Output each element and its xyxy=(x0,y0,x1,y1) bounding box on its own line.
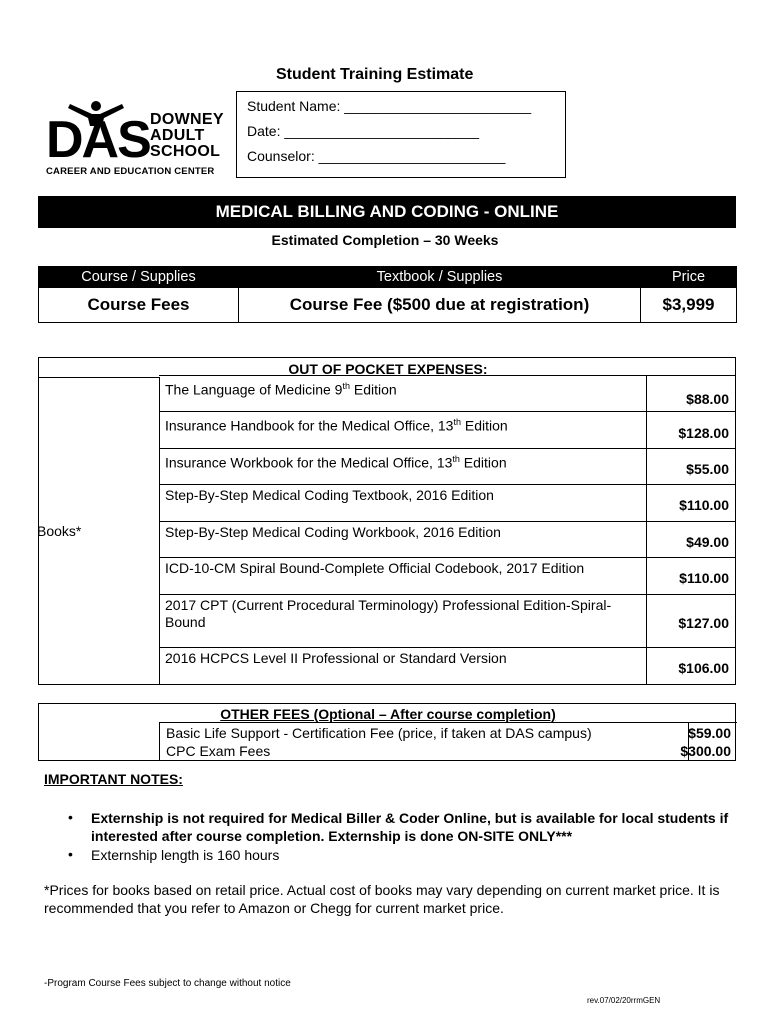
table-row xyxy=(39,288,737,323)
item-price: $110.00 xyxy=(679,570,729,586)
note-externship: Externship is not required for Medical Biller & Coder Online, but is available for local students if interested after course completion. Externship is done ON-SITE ONLY*** xyxy=(91,810,729,844)
logo-words xyxy=(150,112,224,160)
program-title-bar: MEDICAL BILLING AND CODING - ONLINE xyxy=(38,196,736,228)
other-fees-section xyxy=(38,703,736,761)
logo-word-school: SCHOOL xyxy=(150,143,221,160)
list-item xyxy=(159,484,735,522)
item-price: $110.00 xyxy=(679,497,729,513)
out-of-pocket-title: OUT OF POCKET EXPENSES: xyxy=(288,361,488,377)
item-description: 2016 HCPCS Level II Professional or Standard Version xyxy=(165,650,507,666)
other-fees-list xyxy=(159,722,737,761)
column-header: Textbook / Supplies xyxy=(239,267,641,288)
price-disclaimer: *Prices for books based on retail price. Actual cost of books may vary depending on current market price. It is recommended that you refer to Amazon or Chegg for current market price. xyxy=(44,882,720,916)
item-description: Step-By-Step Medical Coding Textbook, 2016 Edition xyxy=(165,487,494,503)
list-item xyxy=(159,521,735,558)
column-header: Course / Supplies xyxy=(39,267,239,288)
item-price: $106.00 xyxy=(678,660,729,676)
other-fee-description: Basic Life Support - Certification Fee (price, if taken at DAS campus) xyxy=(166,725,592,741)
other-fee-description: CPC Exam Fees xyxy=(166,743,271,759)
other-fee-price: $300.00 xyxy=(680,743,731,759)
revision-code: rev.07/02/20rrmGEN xyxy=(587,996,661,1005)
item-description: Insurance Workbook for the Medical Office, 13th Edition xyxy=(165,454,507,471)
item-description: ICD-10-CM Spiral Bound-Complete Official Codebook, 2017 Edition xyxy=(165,560,585,576)
item-price: $127.00 xyxy=(678,615,729,631)
important-notes-heading: IMPORTANT NOTES: xyxy=(44,771,183,787)
table-cell: $3,999 xyxy=(641,288,737,323)
note-externship-length: Externship length is 160 hours xyxy=(91,847,280,863)
student-name-field[interactable]: Student Name: ________________________ xyxy=(247,98,532,114)
table-cell: Course Fee ($500 due at registration) xyxy=(239,288,641,323)
page-title: Student Training Estimate xyxy=(276,66,474,83)
bullet-icon: • xyxy=(68,809,73,825)
list-item xyxy=(159,375,735,412)
item-price: $128.00 xyxy=(678,425,729,441)
list-item xyxy=(159,411,735,449)
student-info-box xyxy=(236,91,566,178)
list-item xyxy=(159,557,735,595)
logo-word-adult: ADULT xyxy=(150,127,205,144)
date-field[interactable]: Date: _________________________ xyxy=(247,123,480,139)
bullet-icon: • xyxy=(68,846,73,862)
column-header: Price xyxy=(641,267,737,288)
item-description: The Language of Medicine 9th Edition xyxy=(165,381,397,398)
logo-tagline: CAREER AND EDUCATION CENTER xyxy=(46,166,215,177)
other-fee-price: $59.00 xyxy=(688,725,731,741)
school-logo xyxy=(44,100,230,182)
other-fees-title: OTHER FEES (Optional – After course completion) xyxy=(220,706,556,722)
item-price: $49.00 xyxy=(686,534,729,550)
item-price: $88.00 xyxy=(686,391,729,407)
list-item xyxy=(159,647,735,685)
list-item xyxy=(159,448,735,485)
footer-disclaimer: -Program Course Fees subject to change without notice xyxy=(44,978,291,989)
item-description: Insurance Handbook for the Medical Office, 13th Edition xyxy=(165,417,508,434)
item-price: $55.00 xyxy=(686,461,729,477)
list-item xyxy=(159,594,735,648)
counselor-field[interactable]: Counselor: ________________________ xyxy=(247,148,506,164)
course-fees-table xyxy=(38,266,737,323)
books-category-label: Books* xyxy=(37,523,82,539)
estimated-completion: Estimated Completion – 30 Weeks xyxy=(271,232,499,248)
logo-word-downey: DOWNEY xyxy=(150,111,224,128)
table-cell: Course Fees xyxy=(39,288,239,323)
item-description: Step-By-Step Medical Coding Workbook, 2016 Edition xyxy=(165,524,501,540)
item-description: 2017 CPT (Current Procedural Terminology) Professional Edition-Spiral-Bound xyxy=(165,597,612,630)
table-header-row xyxy=(39,267,737,288)
logo-letters: DAS xyxy=(46,111,150,169)
